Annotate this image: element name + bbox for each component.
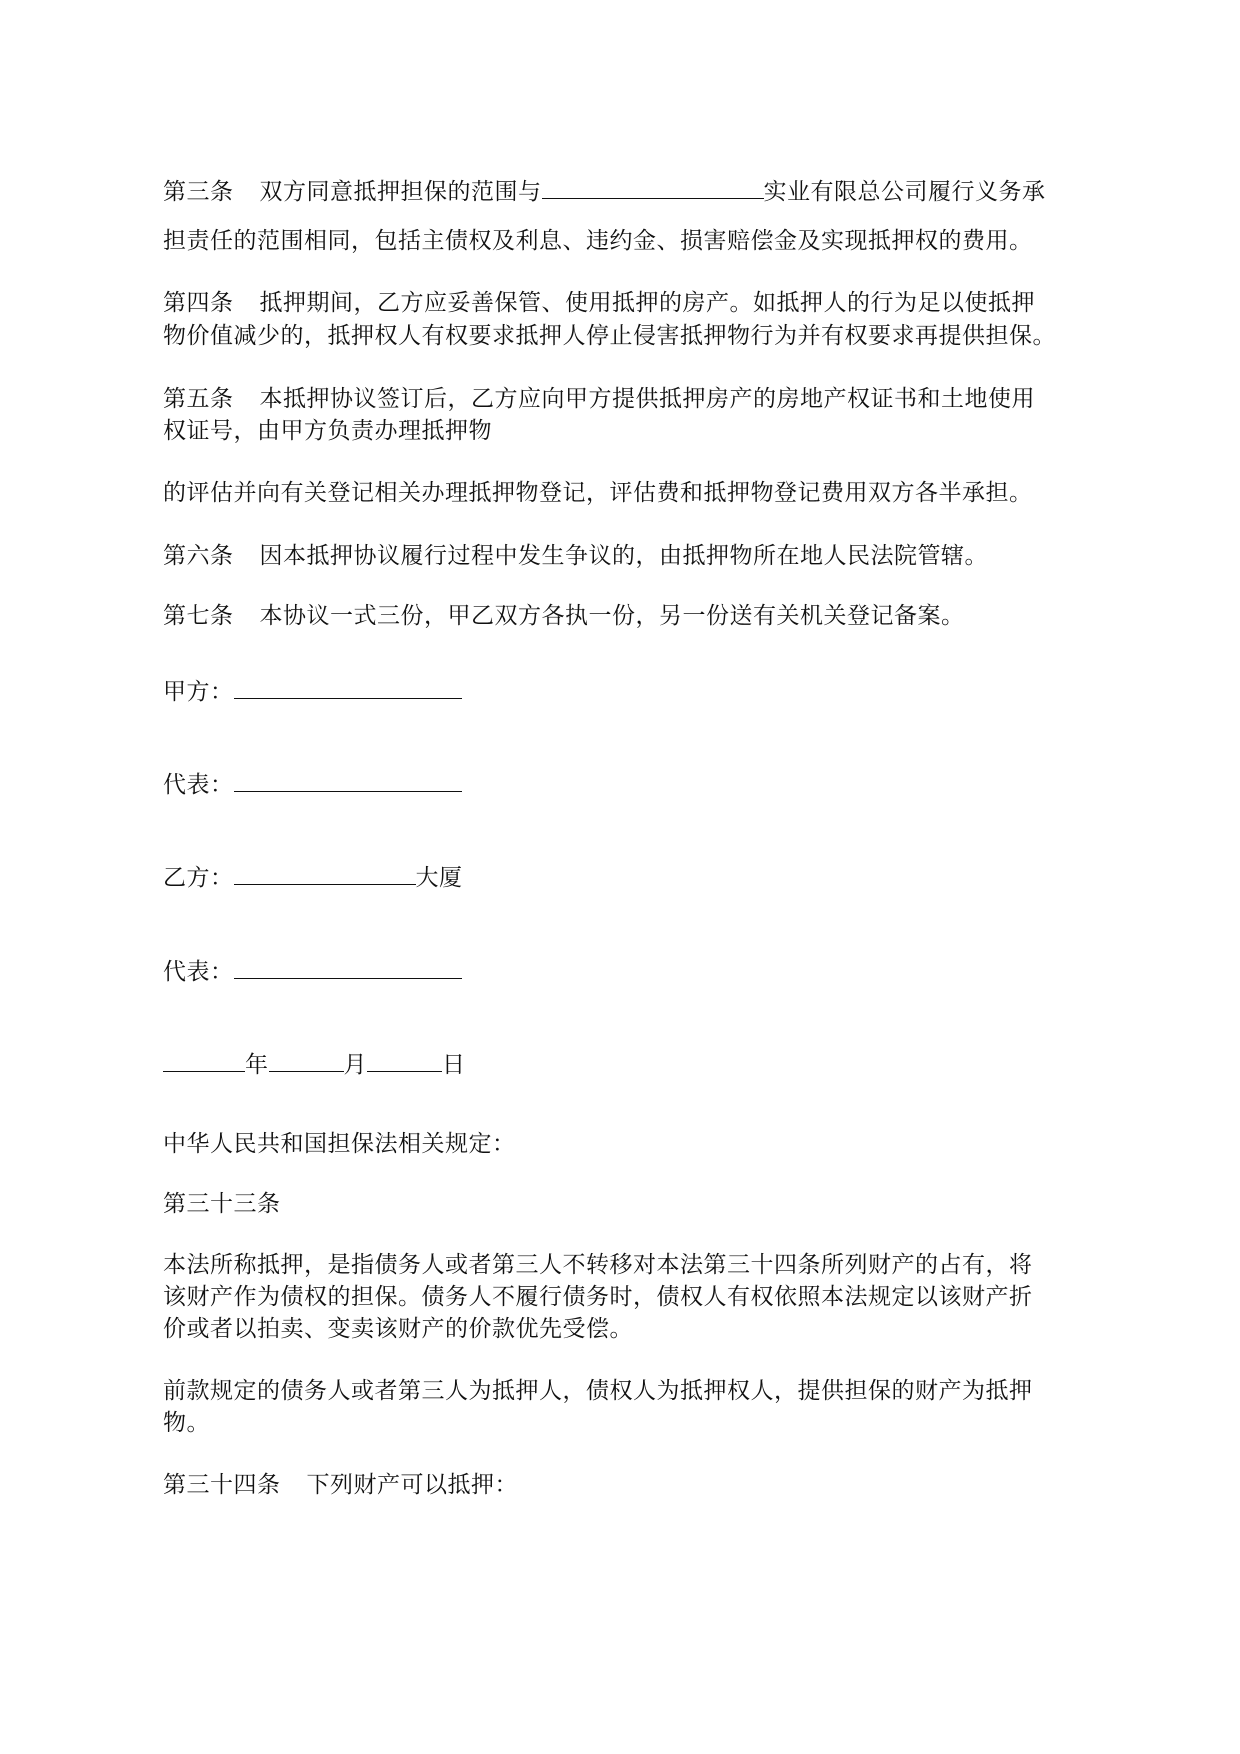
article33-p1-line2: 该财产作为债权的担保。债务人不履行债务时，债权人有权依照本法规定以该财产折 bbox=[163, 1284, 1033, 1310]
article6-text: 因本抵押协议履行过程中发生争议的，由抵押物所在地人民法院管辖。 bbox=[259, 543, 988, 569]
article33-p2-line1: 前款规定的债务人或者第三人为抵押人，债权人为抵押权人，提供担保的财产为抵押 bbox=[163, 1378, 1033, 1404]
article7-text: 本协议一式三份，甲乙双方各执一份，另一份送有关机关登记备案。 bbox=[259, 603, 965, 629]
date-day-label: 日 bbox=[442, 1052, 466, 1078]
article33-p2-line2: 物。 bbox=[163, 1410, 210, 1436]
law-heading: 中华人民共和国担保法相关规定： bbox=[163, 1131, 516, 1157]
party-b-label: 乙方： bbox=[163, 865, 234, 891]
article34-label: 第三十四条 bbox=[163, 1472, 281, 1498]
article3-company-blank[interactable] bbox=[542, 176, 764, 199]
rep-b-label: 代表： bbox=[163, 959, 234, 985]
date-day-blank[interactable] bbox=[367, 1049, 442, 1072]
article33-p1-line1: 本法所称抵押，是指债务人或者第三人不转移对本法第三十四条所列财产的占有，将 bbox=[163, 1252, 1033, 1278]
article4-line2: 物价值减少的，抵押权人有权要求抵押人停止侵害抵押物行为并有权要求再提供担保。 bbox=[163, 323, 1056, 349]
article34-line bbox=[163, 1470, 518, 1500]
party-b-line bbox=[163, 862, 463, 893]
article4-line1 bbox=[163, 288, 1035, 318]
rep-a-line bbox=[163, 769, 462, 800]
date-year-label: 年 bbox=[245, 1052, 269, 1078]
article3-label: 第三条 bbox=[163, 179, 234, 205]
article3-line1 bbox=[163, 176, 1046, 207]
article3-text-a: 双方同意抵押担保的范围与 bbox=[259, 179, 542, 205]
date-year-blank[interactable] bbox=[163, 1049, 245, 1072]
party-b-suffix: 大厦 bbox=[415, 865, 463, 891]
party-b-blank[interactable] bbox=[234, 862, 416, 885]
rep-a-blank[interactable] bbox=[234, 769, 462, 792]
party-a-blank[interactable] bbox=[234, 676, 462, 699]
article33-label: 第三十三条 bbox=[163, 1191, 281, 1217]
date-line bbox=[163, 1049, 466, 1080]
article3-line2: 担责任的范围相同，包括主债权及利息、违约金、损害赔偿金及实现抵押权的费用。 bbox=[163, 228, 1033, 254]
party-a-line bbox=[163, 676, 462, 707]
article34-text: 下列财产可以抵押： bbox=[306, 1472, 518, 1498]
article7-line bbox=[163, 601, 965, 631]
article5-text: 本抵押协议签订后，乙方应向甲方提供抵押房产的房地产权证书和土地使用 bbox=[259, 386, 1035, 412]
article5-line2: 权证号，由甲方负责办理抵押物 bbox=[163, 418, 492, 444]
party-a-label: 甲方： bbox=[163, 679, 234, 705]
article6-line bbox=[163, 541, 988, 571]
rep-a-label: 代表： bbox=[163, 772, 234, 798]
article3-text-b: 实业有限总公司履行义务承 bbox=[763, 179, 1046, 205]
rep-b-blank[interactable] bbox=[234, 956, 462, 979]
article4-label: 第四条 bbox=[163, 290, 234, 316]
rep-b-line bbox=[163, 956, 462, 987]
article6-label: 第六条 bbox=[163, 543, 234, 569]
article5-line3: 的评估并向有关登记相关办理抵押物登记，评估费和抵押物登记费用双方各半承担。 bbox=[163, 480, 1033, 506]
date-month-label: 月 bbox=[343, 1052, 367, 1078]
article5-label: 第五条 bbox=[163, 386, 234, 412]
date-month-blank[interactable] bbox=[269, 1049, 344, 1072]
article5-line1 bbox=[163, 384, 1035, 414]
article33-p1-line3: 价或者以拍卖、变卖该财产的价款优先受偿。 bbox=[163, 1316, 633, 1342]
article4-text: 抵押期间，乙方应妥善保管、使用抵押的房产。如抵押人的行为足以使抵押 bbox=[259, 290, 1035, 316]
article7-label: 第七条 bbox=[163, 603, 234, 629]
